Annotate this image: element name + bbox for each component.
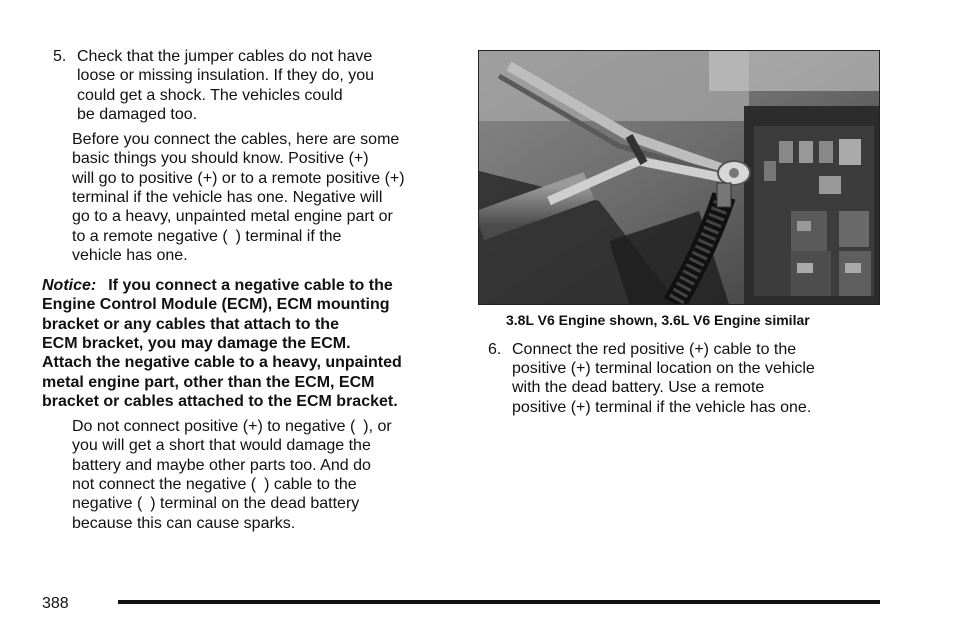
notice-first-line — [42, 276, 393, 295]
step-5-line: be damaged too. — [77, 106, 198, 123]
paragraph-line: you will get a short that would damage the — [72, 437, 371, 454]
notice-line: Attach the negative cable to a heavy, unpainted — [42, 354, 402, 371]
step-6-number: 6. — [488, 341, 502, 358]
paragraph-line: will go to positive (+) or to a remote positive (+) — [72, 170, 405, 187]
figure-caption: 3.8L V6 Engine shown, 3.6L V6 Engine similar — [506, 312, 810, 328]
paragraph-line: Before you connect the cables, here are some — [72, 131, 400, 148]
engine-photo — [478, 50, 880, 305]
paragraph-line: vehicle has one. — [72, 247, 188, 264]
paragraph-line: not connect the negative ( ) cable to the — [72, 476, 357, 493]
notice-label: Notice: — [42, 277, 97, 294]
step-5-line: Check that the jumper cables do not have — [77, 48, 373, 65]
paragraph-line: battery and maybe other parts too. And do — [72, 457, 371, 474]
paragraph-line: because this can cause sparks. — [72, 515, 296, 532]
notice-line: If you connect a negative cable to the — [108, 277, 393, 294]
paragraph-line: basic things you should know. Positive (+) — [72, 150, 369, 167]
paragraph-line: negative ( ) terminal on the dead battery — [72, 495, 360, 512]
step-5-line: could get a shock. The vehicles could — [77, 87, 343, 104]
jumper-cable-clamp-image — [479, 51, 879, 304]
paragraph-line: go to a heavy, unpainted metal engine part or — [72, 208, 393, 225]
step-6-line: positive (+) terminal if the vehicle has one. — [512, 399, 812, 416]
notice-line: bracket or cables attached to the ECM bracket. — [42, 393, 398, 410]
notice-line: Engine Control Module (ECM), ECM mounting — [42, 296, 390, 313]
paragraph-line: Do not connect positive (+) to negative ( ), or — [72, 418, 392, 435]
notice-line: metal engine part, other than the ECM, ECM — [42, 374, 375, 391]
paragraph-line: terminal if the vehicle has one. Negative will — [72, 189, 383, 206]
step-6-line: with the dead battery. Use a remote — [512, 379, 765, 396]
step-6-line: positive (+) terminal location on the vehicle — [512, 360, 815, 377]
page-number: 388 — [42, 595, 69, 612]
notice-line: bracket or any cables that attach to the — [42, 316, 339, 333]
notice-line: ECM bracket, you may damage the ECM. — [42, 335, 351, 352]
paragraph-line: to a remote negative ( ) terminal if the — [72, 228, 342, 245]
step-5-number: 5. — [53, 48, 67, 65]
footer-rule — [118, 600, 880, 604]
step-5-line: loose or missing insulation. If they do, you — [77, 67, 375, 84]
step-6-line: Connect the red positive (+) cable to the — [512, 341, 797, 358]
